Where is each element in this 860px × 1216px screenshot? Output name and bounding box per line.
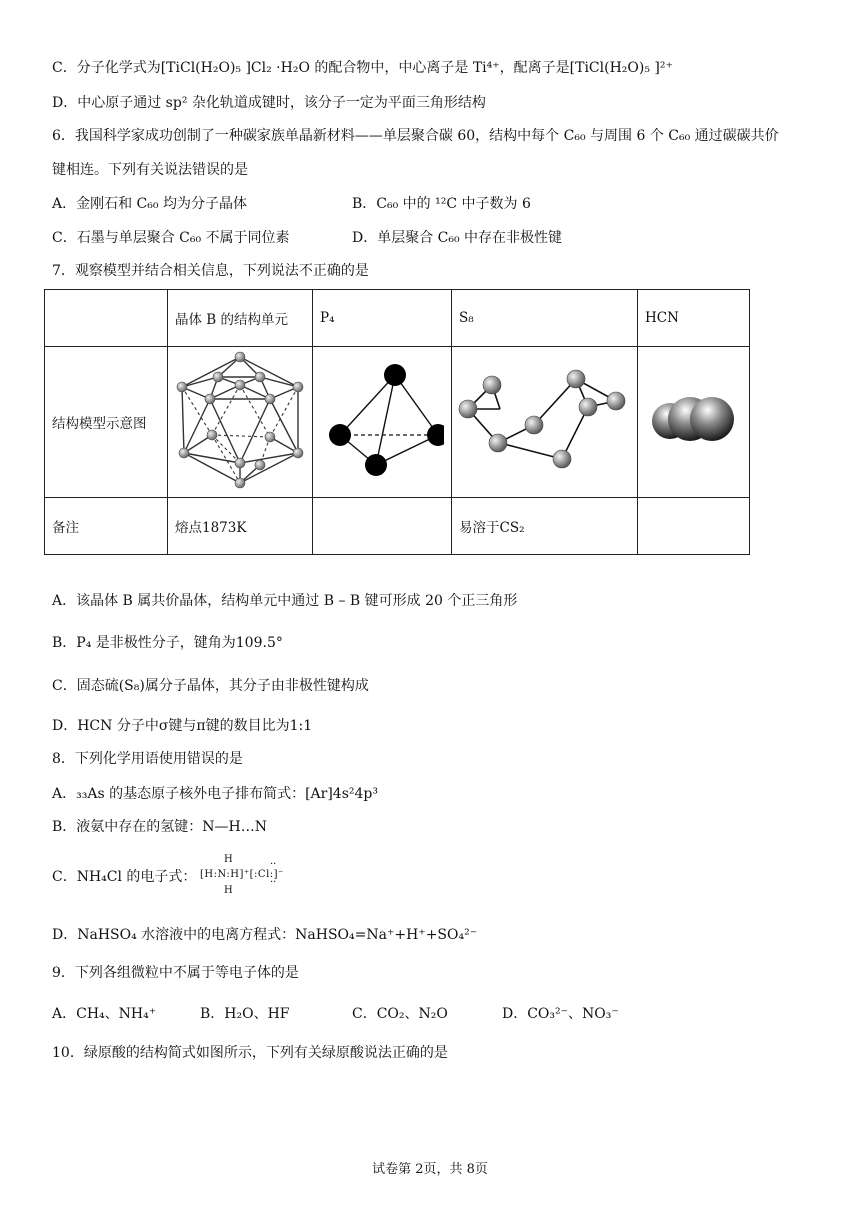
q9-option-c: C．CO₂、N₂O (352, 1006, 448, 1022)
q6-option-d: D．单层聚合 C₆₀ 中存在非极性键 (352, 230, 563, 246)
lewis-bottom-dots: ·· (270, 877, 277, 888)
q6-option-b: B．C₆₀ 中的 ¹²C 中子数为 6 (352, 196, 531, 212)
q5-option-d: D．中心原子通过 sp² 杂化轨道成键时，该分子一定为平面三角形结构 (52, 95, 486, 111)
hcn-spacefill-model (638, 347, 750, 498)
q7-option-d: D．HCN 分子中σ键与π键的数目比为1:1 (52, 718, 313, 734)
q8-stem: 8．下列化学用语使用错误的是 (52, 751, 243, 767)
table-header-cell: HCN (638, 290, 750, 347)
table-cell: 熔点1873K (168, 498, 313, 555)
p4-tetrahedron-model (313, 347, 452, 498)
q9-option-a: A．CH₄、NH₄⁺ (52, 1006, 157, 1022)
q6-stem-line1: 6．我国科学家成功创制了一种碳家族单晶新材料——单层聚合碳 60，结构中每个 C₆₀ 与周围 6 个 C₆₀ 通过碳碳共价 (52, 128, 779, 144)
q8-option-c: C．NH₄Cl 的电子式： (52, 869, 197, 885)
page-footer: 试卷第 2页，共 8页 (372, 1162, 488, 1177)
s8-ring-model (452, 347, 638, 498)
q9-option-b: B．H₂O、HF (200, 1006, 290, 1022)
q5-option-c: C．分子化学式为[TiCl(H₂O)₅ ]Cl₂ ·H₂O 的配合物中，中心离子是 Ti⁴⁺，配离子是[TiCl(H₂O)₅ ]²⁺ (52, 60, 673, 76)
table-cell: 易溶于CS₂ (452, 498, 638, 555)
q9-option-d: D．CO₃²⁻、NO₃⁻ (502, 1006, 619, 1022)
table-row-label: 结构模型示意图 (45, 347, 168, 498)
q6-option-c: C．石墨与单层聚合 C₆₀ 不属于同位素 (52, 230, 290, 246)
q6-option-a: A．金刚石和 C₆₀ 均为分子晶体 (52, 196, 247, 212)
q8-option-d: D．NaHSO₄ 水溶液中的电离方程式：NaHSO₄=Na⁺+H⁺+SO₄²⁻ (52, 927, 478, 943)
q10-stem: 10．绿原酸的结构简式如图所示，下列有关绿原酸说法正确的是 (52, 1045, 448, 1061)
table-cell (313, 498, 452, 555)
q6-stem-line2: 键相连。下列有关说法错误的是 (52, 162, 248, 178)
q8-option-b: B．液氨中存在的氢键：N—H…N (52, 819, 267, 835)
boron-icosahedron-model (168, 347, 313, 498)
q7-stem: 7．观察模型并结合相关信息，下列说法不正确的是 (52, 263, 369, 279)
table-model-row (45, 347, 750, 498)
table-header-row (45, 290, 750, 347)
table-row-label: 备注 (45, 498, 168, 555)
lewis-main: [H:N:H]⁺[:Cl:]⁻ (200, 869, 284, 880)
table-header-cell (45, 290, 168, 347)
lewis-top-dots: ·· (270, 859, 277, 870)
lewis-top-h: H (224, 854, 233, 865)
table-header-cell: 晶体 B 的结构单元 (168, 290, 313, 347)
table-header-cell: P₄ (313, 290, 452, 347)
nh4cl-lewis-structure (200, 855, 310, 899)
lewis-bottom-h: H (224, 885, 233, 896)
q7-option-b: B．P₄ 是非极性分子，键角为109.5° (52, 635, 283, 651)
q8-option-a: A．₃₃As 的基态原子核外电子排布简式：[Ar]4s²4p³ (52, 786, 378, 802)
table-note-row (45, 498, 750, 555)
structure-table (44, 289, 750, 555)
table-header-cell: S₈ (452, 290, 638, 347)
q7-option-c: C．固态硫(S₈)属分子晶体，其分子由非极性键构成 (52, 678, 369, 694)
table-cell (638, 498, 750, 555)
q7-option-a: A．该晶体 B 属共价晶体，结构单元中通过 B – B 键可形成 20 个正三角形 (52, 593, 518, 609)
q9-stem: 9．下列各组微粒中不属于等电子体的是 (52, 965, 299, 981)
